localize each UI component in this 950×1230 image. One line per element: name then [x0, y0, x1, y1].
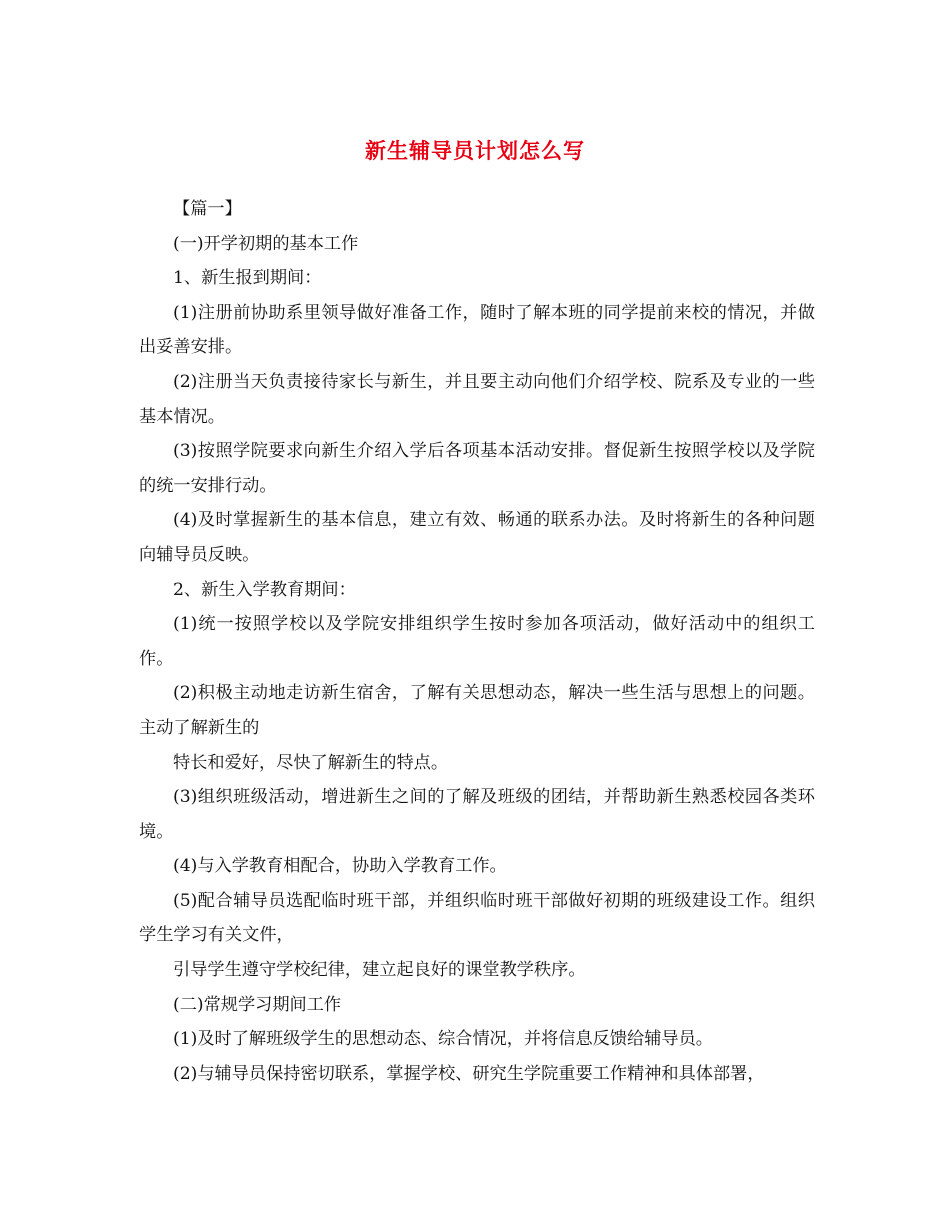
paragraph: (4)与入学教育相配合，协助入学教育工作。	[173, 856, 507, 877]
section-heading: 【篇一】	[173, 199, 242, 219]
document-title: 新生辅导员计划怎么写	[365, 138, 585, 164]
paragraph: (3)按照学院要求向新生介绍入学后各项基本活动安排。督促新生按照学校以及学院的统一安排行动。	[139, 441, 815, 496]
item-heading: 1、新生报到期间：	[173, 268, 322, 289]
paragraph: (5)配合辅导员选配临时班干部，并组织临时班干部做好初期的班级建设工作。组织学生学习有关文件，	[139, 890, 815, 946]
paragraph: (1)及时了解班级学生的思想动态、综合情况，并将信息反馈给辅导员。	[173, 1029, 713, 1050]
document-body	[139, 192, 815, 1091]
paragraph: 引导学生遵守学校纪律，建立起良好的课堂教学秩序。	[173, 960, 586, 981]
paragraph: (2)与辅导员保持密切联系，掌握学校、研究生学院重要工作精神和具体部署，	[173, 1063, 765, 1084]
paragraph: (1)统一按照学校以及学院安排组织学生按时参加各项活动，做好活动中的组织工作。	[139, 614, 815, 669]
paragraph: (2)积极主动地走访新生宿舍，了解有关思想动态，解决一些生活与思想上的问题。主动了解新生的	[139, 683, 815, 738]
subsection-heading: (一)开学初期的基本工作	[173, 233, 359, 254]
paragraph: (2)注册当天负责接待家长与新生，并且要主动向他们介绍学校、院系及专业的一些基本情况。	[139, 371, 815, 427]
paragraph: (1)注册前协助系里领导做好准备工作，随时了解本班的同学提前来校的情况，并做出妥善安排。	[139, 302, 815, 358]
paragraph: (4)及时掌握新生的基本信息，建立有效、畅通的联系办法。及时将新生的各种问题向辅导员反映。	[139, 510, 815, 565]
paragraph: 特长和爱好，尽快了解新生的特点。	[173, 752, 449, 773]
subsection-heading: (二)常规学习期间工作	[173, 994, 342, 1015]
paragraph: (3)组织班级活动，增进新生之间的了解及班级的团结，并帮助新生熟悉校园各类环境。	[139, 787, 815, 842]
item-heading: 2、新生入学教育期间：	[173, 579, 356, 600]
